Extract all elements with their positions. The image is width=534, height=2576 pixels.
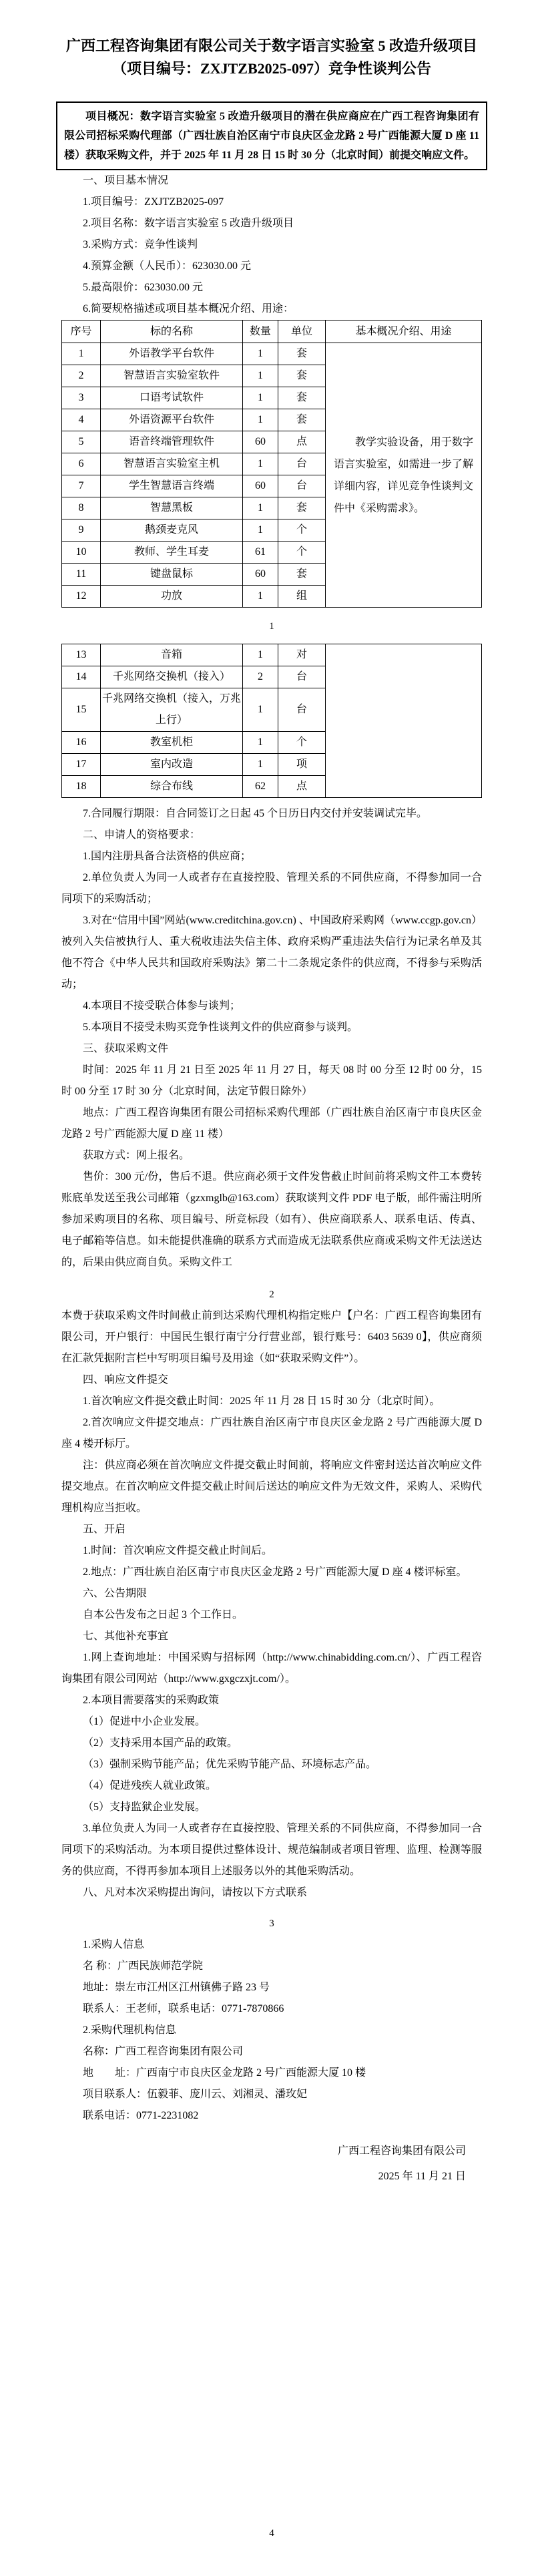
paragraph: 1.时间：首次响应文件提交截止时间后。 (83, 1545, 273, 1556)
table-cell: 语音终端管理软件 (101, 431, 243, 453)
paragraph: 5.本项目不接受未购买竞争性谈判文件的供应商参与谈判。 (83, 1022, 358, 1033)
table-cell: 10 (62, 542, 101, 564)
table-cell: 套 (278, 365, 326, 387)
table-cell: 60 (243, 431, 278, 453)
table-cell: 1 (243, 343, 278, 365)
section2-items (61, 846, 482, 1038)
table-cell: 4 (62, 409, 101, 431)
table-cell: 组 (278, 586, 326, 608)
table-cell: 点 (278, 431, 326, 453)
paragraph: 3.单位负责人为同一人或者存在直接控股、管理关系的不同供应商，不得参加同一合同项下的采购活动。为本项目提供过整体设计、规范编制或者项目管理、监理、检测等服务的供应商，不得再参加本项目上述服务以外的其他采购活动。 (61, 1823, 482, 1877)
table-cell: 17 (62, 754, 101, 776)
table-cell: 1 (62, 343, 101, 365)
table-cell: 2 (243, 666, 278, 688)
purchaser-address: 地址：崇左市江州区江州镇佛子路 23 号 (83, 1982, 270, 1993)
paragraph: 1.项目编号：ZXJTZB2025-097 (83, 196, 224, 208)
section1-items (61, 192, 482, 320)
table-cell: 8 (62, 497, 101, 519)
section8-heading: 八、凡对本次采购提出询问，请按以下方式联系 (83, 1887, 308, 1898)
table-cell: 7 (62, 475, 101, 497)
table-cell: 台 (278, 666, 326, 688)
paragraph: 5.最高限价：623030.00 元 (83, 282, 204, 293)
table-cell: 个 (278, 542, 326, 564)
column-header: 标的名称 (101, 320, 243, 343)
table-cell: 61 (243, 542, 278, 564)
paragraph: 1.国内注册具备合法资格的供应商； (83, 851, 252, 862)
paragraph: 3.对在“信用中国”网站(www.creditchina.gov.cn) 、中国政府采购网（www.ccgp.gov.cn）被列入失信被执行人、重大税收违法失信主体、政府采购严重违法失信行为记录名单及其他不符合《中华人民共和国政府采购法》第二十二条规定条件的供应商，不得参与采购活动； (61, 915, 482, 990)
table-cell: 1 (243, 519, 278, 542)
table-cell: 点 (278, 776, 326, 798)
table-cell: 台 (278, 688, 326, 732)
table-cell: 套 (278, 409, 326, 431)
section6-items (61, 1604, 482, 1626)
table-cell: 套 (278, 497, 326, 519)
table-cell: 60 (243, 475, 278, 497)
table-cell: 项 (278, 754, 326, 776)
signature-block (61, 2139, 482, 2189)
table-cell: 1 (243, 688, 278, 732)
page-number-3: 3 (269, 1918, 274, 1929)
section4-items (61, 1391, 482, 1519)
contract-term: 7.合同履行期限：自合同签订之日起 45 个日历日内交付并安装调试完毕。 (83, 808, 428, 819)
doc-title-line2: （项目编号：ZXJTZB2025-097）竞争性谈判公告 (112, 60, 431, 77)
section5-heading: 五、开启 (83, 1524, 126, 1535)
table-cell: 62 (243, 776, 278, 798)
section7-items (61, 1647, 482, 1882)
section3-items (61, 1060, 482, 1273)
paragraph: 售价：300 元/份，售后不退。供应商必须于文件发售截止时间前将采购文件工本费转账底单发送至我公司邮箱（gzxmglb@163.com）获取谈判文件 PDF 电子版，邮件需注明所参加采购项目的名称、项目编号、所竞标段（如有）、供应商联系人、联系电话、传真、电子邮箱等信息。如未能提供准确的联系方式而造成无法联系供应商或采购文件无法送达的，后果由供应商自负。采购文件工 (61, 1171, 482, 1268)
section2-heading: 二、申请人的资格要求： (83, 829, 201, 841)
purchaser-contact: 联系人：王老师，联系电话：0771-7870866 (83, 2003, 284, 2014)
table-header-row (62, 320, 482, 343)
doc-title-line1: 广西工程咨询集团有限公司关于数字语言实验室 5 改造升级项目 (65, 37, 477, 54)
table-cell: 综合布线 (101, 776, 243, 798)
column-header: 单位 (278, 320, 326, 343)
paragraph: 获取方式：网上报名。 (83, 1150, 190, 1161)
table-cell: 音箱 (101, 644, 243, 666)
paragraph: 2.本项目需要落实的采购政策 (83, 1695, 220, 1706)
agency-phone: 联系电话：0771-2231082 (83, 2110, 199, 2121)
section4-heading: 四、响应文件提交 (83, 1374, 169, 1385)
table-cell: 1 (243, 732, 278, 754)
table-cell: 15 (62, 688, 101, 732)
table-cell: 套 (278, 343, 326, 365)
table-cell: 1 (243, 586, 278, 608)
table-cell: 口语考试软件 (101, 387, 243, 409)
paragraph: 2.首次响应文件提交地点：广西壮族自治区南宁市良庆区金龙路 2 号广西能源大厦 D 座 4 楼开标厅。 (61, 1417, 482, 1450)
paragraph: 4.预算金额（人民币）：623030.00 元 (83, 260, 252, 272)
column-header: 基本概况介绍、用途 (326, 320, 482, 343)
section3-continuation: 本费于获取采购文件时间截止前到达采购代理机构指定账户【户名：广西工程咨询集团有限公司，开户银行：中国民生银行南宁分行营业部，银行账号：6403 5639 0】，供应商须在汇款凭据附言栏中写明项目编号及用途（如“获取采购文件”）。 (61, 1310, 482, 1364)
goods-table-page2 (61, 644, 482, 798)
table-cell: 千兆网络交换机（接入，万兆上行） (101, 688, 243, 732)
paragraph: 4.本项目不接受联合体参与谈判； (83, 1000, 241, 1012)
table-cell: 智慧黑板 (101, 497, 243, 519)
table-cell: 1 (243, 453, 278, 475)
table-cell: 1 (243, 644, 278, 666)
paragraph: 6.简要规格描述或项目基本概况介绍、用途： (83, 303, 294, 314)
table-cell: 外语资源平台软件 (101, 409, 243, 431)
table-cell: 外语教学平台软件 (101, 343, 243, 365)
table-cell: 6 (62, 453, 101, 475)
agency-contact: 项目联系人：伍毅菲、庞川云、刘湘灵、潘玫妃 (83, 2089, 308, 2100)
table-cell: 1 (243, 387, 278, 409)
section5-items (61, 1540, 482, 1583)
paragraph: 3.采购方式：竞争性谈判 (83, 239, 198, 250)
table-cell: 千兆网络交换机（接入） (101, 666, 243, 688)
paragraph: （5）支持监狱企业发展。 (83, 1801, 206, 1813)
paragraph: 注：供应商必须在首次响应文件提交截止时间前，将响应文件密封送达首次响应文件提交地点。在首次响应文件提交截止时间后送达的响应文件为无效文件，采购人、采购代理机构应当拒收。 (61, 1460, 482, 1514)
paragraph: 自本公告发布之日起 3 个工作日。 (83, 1609, 244, 1621)
section7-heading: 七、其他补充事宜 (83, 1631, 169, 1642)
table-cell: 台 (278, 453, 326, 475)
table-cell: 16 (62, 732, 101, 754)
table-cell: 12 (62, 586, 101, 608)
table-cell: 学生智慧语言终端 (101, 475, 243, 497)
page-number-4: 4 (269, 2528, 274, 2539)
agency-info-label: 2.采购代理机构信息 (83, 2024, 177, 2036)
project-overview-box (56, 101, 487, 170)
paragraph: 1.网上查询地址：中国采购与招标网（http://www.chinabidding.com.cn/）、广西工程咨询集团有限公司网站（http://www.gxgczxjt.com/）。 (61, 1652, 482, 1685)
project-overview-text: 项目概况：数字语言实验室 5 改造升级项目的潜在供应商应在广西工程咨询集团有限公司招标采购代理部（广西壮族自治区南宁市良庆区金龙路 2 号广西能源大厦 D 座 11 楼）获取采购文件，并于 2025 年 11 月 28 日 15 时 30 分（北京时间）前提交响应文件。 (64, 111, 479, 161)
table-cell: 智慧语言实验室主机 (101, 453, 243, 475)
table-cell: 1 (243, 497, 278, 519)
table-cell: 1 (243, 365, 278, 387)
table-cell: 1 (243, 409, 278, 431)
column-header: 数量 (243, 320, 278, 343)
paragraph: （3）强制采购节能产品；优先采购节能产品、环境标志产品。 (83, 1759, 377, 1770)
table-cell: 3 (62, 387, 101, 409)
paragraph: 地点：广西工程咨询集团有限公司招标采购代理部（广西壮族自治区南宁市良庆区金龙路 2 号广西能源大厦 D 座 11 楼） (61, 1107, 482, 1140)
agency-address: 地 址：广西南宁市良庆区金龙路 2 号广西能源大厦 10 楼 (83, 2067, 366, 2079)
goods-table-page1 (61, 320, 482, 608)
table-cell: 1 (243, 754, 278, 776)
table-cell: 11 (62, 564, 101, 586)
agency-name: 名称：广西工程咨询集团有限公司 (83, 2046, 244, 2057)
table-cell: 个 (278, 519, 326, 542)
paragraph: 2.单位负责人为同一人或者存在直接控股、管理关系的不同供应商，不得参加同一合同项下的采购活动； (61, 872, 482, 905)
table-row (62, 343, 482, 365)
purchaser-name: 名 称：广西民族师范学院 (83, 1960, 204, 1972)
table-cell: 2 (62, 365, 101, 387)
table-cell: 14 (62, 666, 101, 688)
usage-note-cell (326, 343, 482, 608)
signature-org: 广西工程咨询集团有限公司 (337, 2145, 466, 2157)
table-cell: 室内改造 (101, 754, 243, 776)
paragraph: （4）促进残疾人就业政策。 (83, 1780, 217, 1791)
table-cell: 18 (62, 776, 101, 798)
table-cell: 60 (243, 564, 278, 586)
table-cell: 套 (278, 564, 326, 586)
table-cell: 功放 (101, 586, 243, 608)
paragraph: （2）支持采用本国产品的政策。 (83, 1737, 238, 1749)
usage-note-text: 教学实验设备，用于数字语言实验室，如需进一步了解详细内容，详见竞争性谈判文件中《采购需求》。 (334, 436, 473, 514)
paragraph: （1）促进中小企业发展。 (83, 1716, 206, 1727)
table-row (62, 644, 482, 666)
table-cell: 台 (278, 475, 326, 497)
paragraph: 2.项目名称：数字语言实验室 5 改造升级项目 (83, 218, 294, 229)
signature-date: 2025 年 11 月 21 日 (378, 2171, 466, 2182)
purchaser-info-label: 1.采购人信息 (83, 1939, 145, 1950)
section1-heading: 一、项目基本情况 (83, 175, 169, 186)
table-cell: 键盘鼠标 (101, 564, 243, 586)
table-cell: 鹅颈麦克风 (101, 519, 243, 542)
table-cell: 智慧语言实验室软件 (101, 365, 243, 387)
section6-heading: 六、公告期限 (83, 1588, 148, 1599)
table-cell: 对 (278, 644, 326, 666)
usage-note-cell (326, 644, 482, 798)
table-cell: 套 (278, 387, 326, 409)
table-cell: 9 (62, 519, 101, 542)
page-number-1: 1 (269, 621, 274, 632)
goods-table-header (62, 320, 482, 343)
column-header: 序号 (62, 320, 101, 343)
section3-heading: 三、获取采购文件 (83, 1043, 169, 1054)
table-cell: 13 (62, 644, 101, 666)
paragraph: 1.首次响应文件提交截止时间：2025 年 11 月 28 日 15 时 30 分（北京时间）。 (83, 1396, 441, 1407)
table-cell: 5 (62, 431, 101, 453)
table-cell: 个 (278, 732, 326, 754)
table-cell: 教师、学生耳麦 (101, 542, 243, 564)
paragraph: 时间：2025 年 11 月 21 日至 2025 年 11 月 27 日，每天 08 时 00 分至 12 时 00 分，15 时 00 分至 17 时 30 分（北京时间，法定节假日除外） (61, 1064, 482, 1097)
table-cell: 教室机柜 (101, 732, 243, 754)
page-number-2: 2 (269, 1289, 274, 1300)
paragraph: 2.地点：广西壮族自治区南宁市良庆区金龙路 2 号广西能源大厦 D 座 4 楼评标室。 (83, 1566, 467, 1578)
